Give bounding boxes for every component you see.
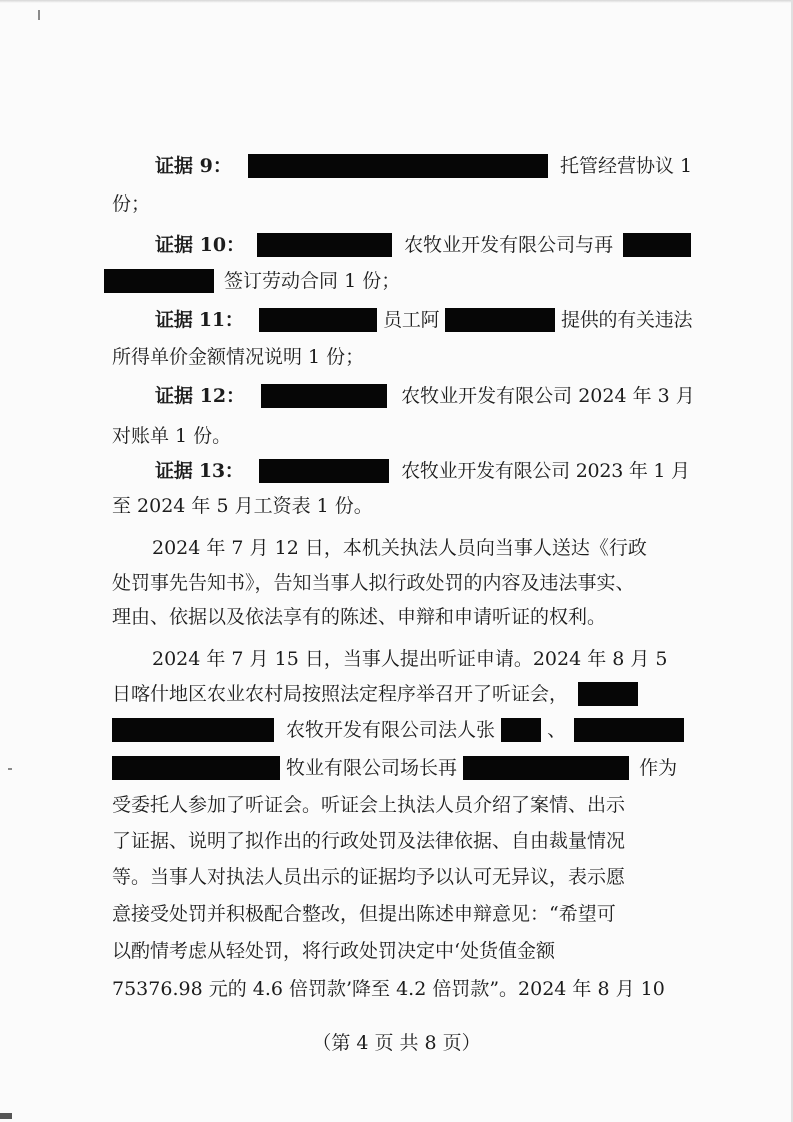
- redaction-block: [623, 233, 691, 257]
- evidence-10-line2: [104, 268, 694, 294]
- redaction-block: [574, 718, 684, 742]
- evidence-text: 对账单 1 份。: [112, 425, 232, 447]
- redaction-block: [578, 682, 638, 706]
- evidence-label: 证据 10：: [155, 234, 246, 256]
- page-number: （第 4 页 共 8 页）: [312, 1032, 481, 1054]
- hearing-text: 日喀什地区农业农村局按照法定程序举召开了听证会，: [112, 683, 569, 705]
- redaction-block: [248, 154, 548, 178]
- scan-edge: [0, 0, 793, 3]
- evidence-11-line2: [112, 344, 692, 370]
- redaction-block: [112, 718, 274, 742]
- hearing-line-8: 意接受处罚并积极配合整改，但提出陈述申辩意见：“希望可: [112, 903, 616, 925]
- evidence-13-line: [155, 458, 695, 484]
- evidence-label: 证据 11：: [155, 309, 244, 331]
- hearing-line-10: 75376.98 元的 4.6 倍罚款’降至 4.2 倍罚款”。2024 年 8 月 10: [112, 978, 665, 1000]
- evidence-text: 农牧业开发有限公司 2023 年 1 月: [401, 460, 690, 482]
- evidence-text: 份；: [112, 193, 151, 215]
- evidence-label: 证据 9：: [155, 155, 232, 177]
- redaction-block: [261, 384, 387, 408]
- hearing-text: 牧业有限公司场长再: [286, 757, 458, 779]
- evidence-text: 农牧业开发有限公司 2024 年 3 月: [401, 385, 695, 407]
- hearing-line-2: [112, 681, 694, 707]
- redaction-block: [104, 269, 214, 293]
- evidence-10-line: [155, 232, 700, 258]
- notice-line-2: 处罚事先告知书》，告知当事人拟行政处罚的内容及违法事实、: [112, 572, 635, 594]
- evidence-9-line: [155, 153, 692, 179]
- evidence-9-line2: [112, 191, 692, 217]
- scan-speck: [8, 768, 12, 770]
- hearing-line-4: [112, 755, 697, 781]
- redaction-block: [463, 756, 629, 780]
- hearing-text: 作为: [639, 757, 678, 779]
- scan-speck: [38, 10, 40, 20]
- redaction-block: [445, 308, 555, 332]
- hearing-line-5: 受委托人参加了听证会。听证会上执法人员介绍了案情、出示: [112, 794, 626, 816]
- evidence-text: 员工阿: [383, 309, 440, 331]
- notice-line-3: 理由、依据以及依法享有的陈述、申辩和申请听证的权利。: [112, 606, 607, 628]
- evidence-text: 托管经营协议 1: [559, 155, 693, 177]
- hearing-line-1: 2024 年 7 月 15 日，当事人提出听证申请。2024 年 8 月 5: [152, 648, 668, 670]
- evidence-text: 至 2024 年 5 月工资表 1 份。: [112, 495, 373, 517]
- hearing-text: 农牧开发有限公司法人张: [286, 719, 496, 741]
- hearing-line-9: 以酌情考虑从轻处罚，将行政处罚决定中‘处货值金额: [112, 940, 556, 962]
- hearing-line-3: [112, 717, 697, 743]
- evidence-text: 签订劳动合同 1 份；: [224, 270, 401, 292]
- evidence-text: 所得单价金额情况说明 1 份；: [112, 346, 365, 368]
- redaction-block: [259, 459, 389, 483]
- evidence-label: 证据 13：: [155, 460, 244, 482]
- scan-speck: [0, 1113, 12, 1119]
- hearing-line-7: 等。当事人对执法人员出示的证据均予以认可无异议，表示愿: [112, 866, 626, 888]
- hearing-text: 、: [547, 719, 567, 741]
- evidence-13-line2: [112, 493, 692, 519]
- redaction-block: [501, 718, 541, 742]
- redaction-block: [112, 756, 280, 780]
- evidence-12-line: [155, 383, 695, 409]
- redaction-block: [259, 308, 377, 332]
- redaction-block: [257, 233, 392, 257]
- evidence-12-line2: [112, 423, 692, 449]
- evidence-11-line: [155, 307, 695, 333]
- hearing-line-6: 了证据、说明了拟作出的行政处罚及法律依据、自由裁量情况: [112, 830, 626, 852]
- notice-line-1: 2024 年 7 月 12 日，本机关执法人员向当事人送达《行政: [152, 537, 647, 559]
- evidence-text: 农牧业开发有限公司与再: [404, 234, 614, 256]
- evidence-text: 提供的有关违法: [561, 309, 693, 331]
- evidence-label: 证据 12：: [155, 385, 246, 407]
